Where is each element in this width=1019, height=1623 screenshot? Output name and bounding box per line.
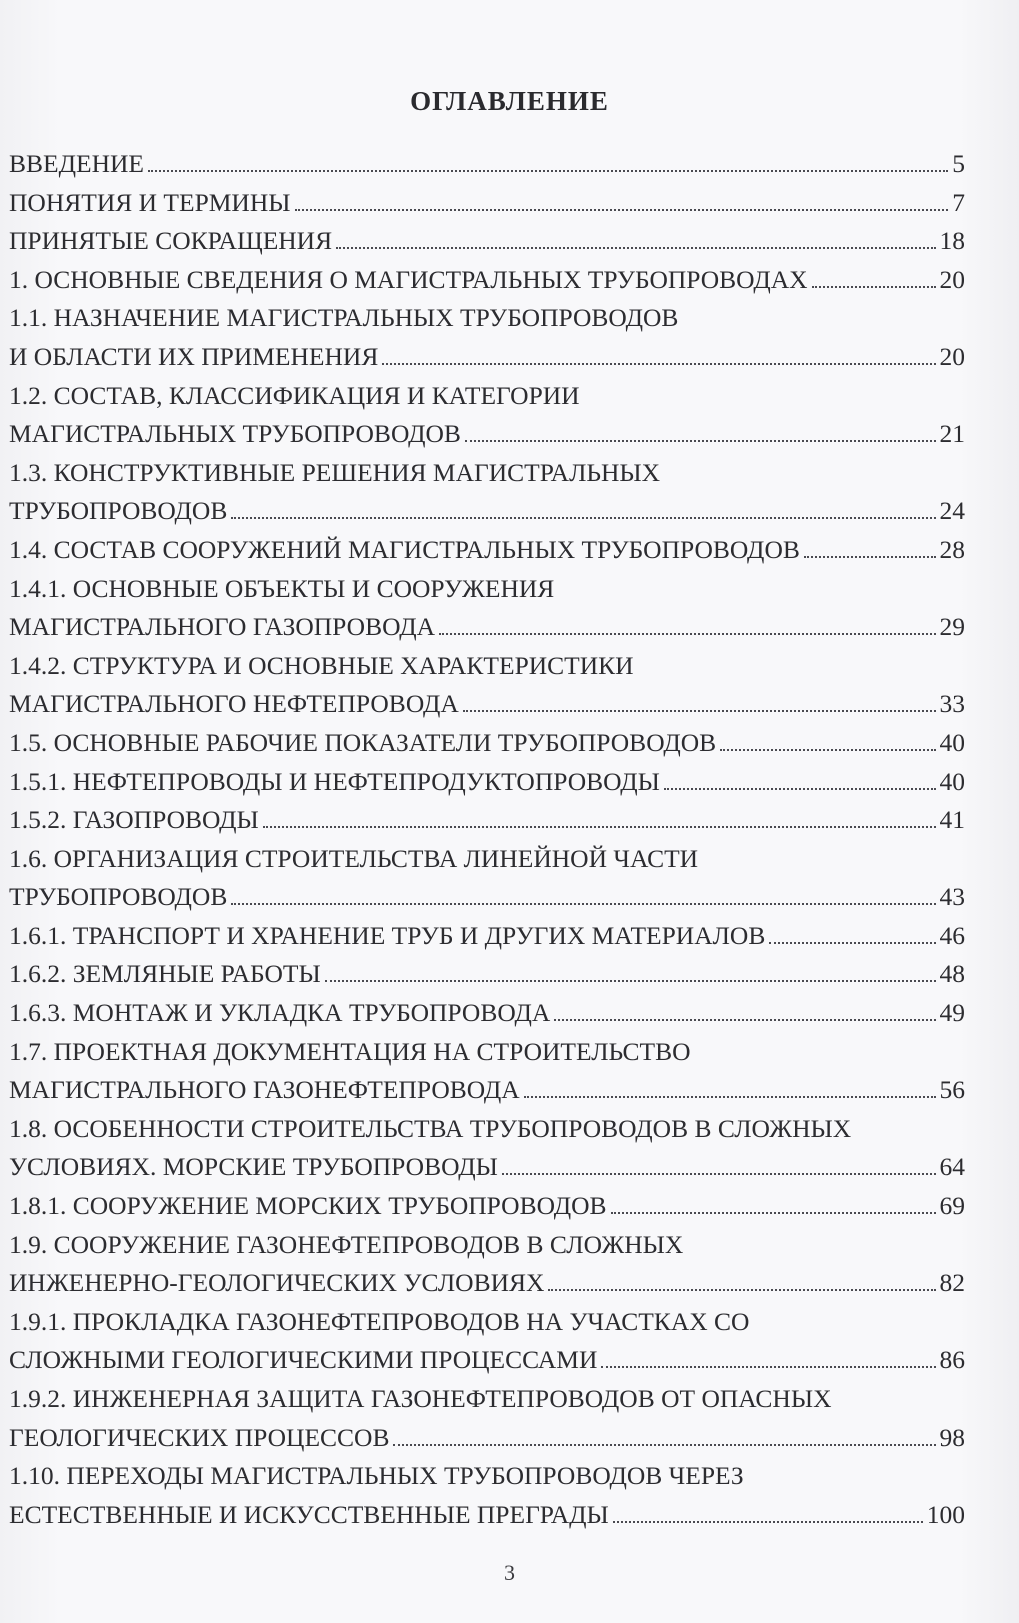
toc-entry — [9, 222, 965, 261]
toc-entry-leader-row — [9, 492, 965, 531]
dot-leader — [325, 980, 936, 982]
toc-entry-page-number: 21 — [939, 419, 965, 449]
dot-leader — [231, 517, 935, 519]
dot-leader — [812, 286, 936, 288]
toc-entry-title: СЛОЖНЫМИ ГЕОЛОГИЧЕСКИМИ ПРОЦЕССАМИ — [9, 1345, 598, 1375]
toc-entry-leader-row — [9, 531, 965, 570]
toc-entry-title: ТРУБОПРОВОДОВ — [9, 496, 228, 526]
toc-entry — [9, 1457, 965, 1534]
toc-entry-title: 1.5. ОСНОВНЫЕ РАБОЧИЕ ПОКАЗАТЕЛИ ТРУБОПРОВОДОВ — [9, 727, 717, 757]
toc-entry-title-line: 1.7. ПРОЕКТНАЯ ДОКУМЕНТАЦИЯ НА СТРОИТЕЛЬСТВО — [9, 1036, 691, 1066]
dot-leader — [263, 826, 936, 828]
toc-entry-title-line: 1.3. КОНСТРУКТИВНЫЕ РЕШЕНИЯ МАГИСТРАЛЬНЫХ — [9, 457, 661, 487]
toc-entry-page-number: 40 — [939, 727, 965, 757]
toc-entry-title: 1.4. СОСТАВ СООРУЖЕНИЙ МАГИСТРАЛЬНЫХ ТРУБОПРОВОДОВ — [9, 534, 800, 564]
toc-entry-page-number: 43 — [939, 882, 965, 912]
toc-entry-title: ПРИНЯТЫЕ СОКРАЩЕНИЯ — [9, 226, 333, 256]
toc-entry-title: УСЛОВИЯХ. МОРСКИЕ ТРУБОПРОВОДЫ — [9, 1152, 498, 1182]
toc-entry-leader-row — [9, 1071, 965, 1110]
dot-leader — [554, 1019, 935, 1021]
toc-entry — [9, 299, 965, 376]
dot-leader — [295, 209, 949, 211]
toc-entry — [9, 840, 965, 917]
toc-entry-leader-row — [9, 763, 965, 802]
toc-entry-title: 1.6.2. ЗЕМЛЯНЫЕ РАБОТЫ — [9, 959, 321, 989]
dot-leader — [769, 942, 935, 944]
toc-entry-leader-row — [9, 184, 965, 223]
dot-leader — [336, 247, 935, 249]
toc-entry-page-number: 20 — [939, 341, 965, 371]
toc-entry-leader-row — [9, 685, 965, 724]
toc-entry-page-number: 82 — [939, 1268, 965, 1298]
toc-entry-page-number: 18 — [939, 226, 965, 256]
toc-entry — [9, 1303, 965, 1380]
toc-entry-title-line: 1.4.1. ОСНОВНЫЕ ОБЪЕКТЫ И СООРУЖЕНИЯ — [9, 573, 555, 603]
table-of-contents — [9, 145, 965, 1534]
dot-leader — [664, 788, 936, 790]
toc-entry-page-number: 48 — [939, 959, 965, 989]
toc-entry-title: МАГИСТРАЛЬНОГО НЕФТЕПРОВОДА — [9, 689, 459, 719]
dot-leader — [601, 1366, 935, 1368]
toc-entry-leader-row — [9, 145, 965, 184]
toc-entry — [9, 1033, 965, 1110]
toc-entry-title-line: 1.6. ОРГАНИЗАЦИЯ СТРОИТЕЛЬСТВА ЛИНЕЙНОЙ ЧАСТИ — [9, 843, 699, 873]
toc-entry-leader-row — [9, 608, 965, 647]
toc-entry — [9, 724, 965, 763]
toc-entry-leader-row — [9, 724, 965, 763]
toc-entry-title-line: 1.1. НАЗНАЧЕНИЕ МАГИСТРАЛЬНЫХ ТРУБОПРОВОДОВ — [9, 303, 679, 333]
toc-entry-title: ПОНЯТИЯ И ТЕРМИНЫ — [9, 187, 291, 217]
toc-entry — [9, 1110, 965, 1187]
toc-entry — [9, 801, 965, 840]
toc-entry-page-number: 46 — [939, 920, 965, 950]
toc-entry — [9, 145, 965, 184]
dot-leader — [465, 440, 936, 442]
toc-entry-leader-row — [9, 1187, 965, 1226]
toc-entry-page-number: 64 — [939, 1152, 965, 1182]
toc-entry-leader-row — [9, 1264, 965, 1303]
toc-entry — [9, 570, 965, 647]
toc-entry-title: МАГИСТРАЛЬНЫХ ТРУБОПРОВОДОВ — [9, 419, 461, 449]
toc-entry-leader-row — [9, 415, 965, 454]
toc-entry-leader-row — [9, 1148, 965, 1187]
dot-leader — [613, 1521, 923, 1523]
toc-entry-leader-row — [9, 878, 965, 917]
dot-leader — [393, 1444, 935, 1446]
toc-entry — [9, 454, 965, 531]
toc-entry — [9, 377, 965, 454]
dot-leader — [804, 556, 936, 558]
toc-entry-title: ЕСТЕСТВЕННЫЕ И ИСКУССТВЕННЫЕ ПРЕГРАДЫ — [9, 1499, 609, 1529]
dot-leader — [548, 1289, 935, 1291]
toc-entry-leader-row — [9, 222, 965, 261]
toc-entry-page-number: 24 — [939, 496, 965, 526]
toc-entry-page-number: 56 — [939, 1075, 965, 1105]
toc-entry-title: ИНЖЕНЕРНО-ГЕОЛОГИЧЕСКИХ УСЛОВИЯХ — [9, 1268, 545, 1298]
toc-entry-page-number: 86 — [939, 1345, 965, 1375]
toc-entry-leader-row — [9, 338, 965, 377]
toc-entry-title: ГЕОЛОГИЧЕСКИХ ПРОЦЕССОВ — [9, 1422, 390, 1452]
toc-entry-page-number: 49 — [939, 998, 965, 1028]
toc-entry-page-number: 29 — [939, 612, 965, 642]
dot-leader — [463, 710, 936, 712]
toc-entry-page-number: 28 — [939, 534, 965, 564]
dot-leader — [502, 1173, 936, 1175]
toc-entry-leader-row — [9, 1496, 965, 1535]
toc-entry — [9, 1380, 965, 1457]
toc-entry-title-line: 1.4.2. СТРУКТУРА И ОСНОВНЫЕ ХАРАКТЕРИСТИКИ — [9, 650, 634, 680]
toc-entry-title: 1.6.1. ТРАНСПОРТ И ХРАНЕНИЕ ТРУБ И ДРУГИХ МАТЕРИАЛОВ — [9, 920, 766, 950]
toc-entry-title-line: 1.9.1. ПРОКЛАДКА ГАЗОНЕФТЕПРОВОДОВ НА УЧАСТКАХ СО — [9, 1306, 750, 1336]
toc-entry — [9, 261, 965, 300]
dot-leader — [611, 1212, 936, 1214]
toc-entry-leader-row — [9, 261, 965, 300]
toc-entry-title-line: 1.9.2. ИНЖЕНЕРНАЯ ЗАЩИТА ГАЗОНЕФТЕПРОВОДОВ ОТ ОПАСНЫХ — [9, 1384, 832, 1413]
toc-entry — [9, 531, 965, 570]
page-title: ОГЛАВЛЕНИЕ — [410, 86, 609, 116]
toc-entry-title-line: 1.10. ПЕРЕХОДЫ МАГИСТРАЛЬНЫХ ТРУБОПРОВОДОВ ЧЕРЕЗ — [9, 1461, 744, 1491]
toc-entry-page-number: 41 — [939, 805, 965, 835]
toc-entry — [9, 763, 965, 802]
toc-entry — [9, 994, 965, 1033]
toc-entry — [9, 917, 965, 956]
dot-leader — [382, 363, 935, 365]
toc-entry — [9, 1187, 965, 1226]
toc-entry — [9, 647, 965, 724]
toc-entry-title: И ОБЛАСТИ ИХ ПРИМЕНЕНИЯ — [9, 341, 379, 371]
toc-entry-page-number: 7 — [952, 187, 965, 217]
toc-entry-title: ТРУБОПРОВОДОВ — [9, 882, 228, 912]
toc-entry-page-number: 33 — [939, 689, 965, 719]
toc-entry-page-number: 98 — [939, 1422, 965, 1452]
dot-leader — [439, 633, 935, 635]
dot-leader — [148, 170, 948, 172]
toc-entry-leader-row — [9, 1419, 965, 1458]
toc-entry-title: МАГИСТРАЛЬНОГО ГАЗОНЕФТЕПРОВОДА — [9, 1075, 520, 1105]
toc-entry-title: 1.5.2. ГАЗОПРОВОДЫ — [9, 805, 259, 835]
toc-entry-title: 1.5.1. НЕФТЕПРОВОДЫ И НЕФТЕПРОДУКТОПРОВОДЫ — [9, 766, 660, 796]
toc-entry-leader-row — [9, 1341, 965, 1380]
toc-entry-leader-row — [9, 917, 965, 956]
toc-entry-page-number: 20 — [939, 264, 965, 294]
toc-entry-page-number: 100 — [926, 1499, 965, 1529]
toc-entry-title-line: 1.9. СООРУЖЕНИЕ ГАЗОНЕФТЕПРОВОДОВ В СЛОЖНЫХ — [9, 1229, 684, 1259]
dot-leader — [720, 749, 935, 751]
dot-leader — [231, 903, 935, 905]
toc-entry-title-line: 1.2. СОСТАВ, КЛАССИФИКАЦИЯ И КАТЕГОРИИ — [9, 380, 580, 410]
toc-entry-leader-row — [9, 801, 965, 840]
dot-leader — [524, 1096, 936, 1098]
toc-entry-page-number: 5 — [952, 149, 965, 178]
toc-entry-title: ВВЕДЕНИЕ — [9, 149, 144, 178]
toc-entry-page-number: 40 — [939, 766, 965, 796]
toc-entry — [9, 184, 965, 223]
toc-entry — [9, 1226, 965, 1303]
page-number: 3 — [504, 1560, 515, 1585]
toc-entry-title: МАГИСТРАЛЬНОГО ГАЗОПРОВОДА — [9, 612, 436, 642]
toc-entry-leader-row — [9, 994, 965, 1033]
toc-entry-title: 1.8.1. СООРУЖЕНИЕ МОРСКИХ ТРУБОПРОВОДОВ — [9, 1191, 607, 1221]
toc-entry-leader-row — [9, 955, 965, 994]
toc-entry — [9, 955, 965, 994]
toc-entry-title: 1.6.3. МОНТАЖ И УКЛАДКА ТРУБОПРОВОДА — [9, 998, 551, 1028]
toc-entry-page-number: 69 — [939, 1191, 965, 1221]
toc-entry-title-line: 1.8. ОСОБЕННОСТИ СТРОИТЕЛЬСТВА ТРУБОПРОВОДОВ В СЛОЖНЫХ — [9, 1113, 852, 1143]
toc-entry-title: 1. ОСНОВНЫЕ СВЕДЕНИЯ О МАГИСТРАЛЬНЫХ ТРУБОПРОВОДАХ — [9, 264, 808, 294]
